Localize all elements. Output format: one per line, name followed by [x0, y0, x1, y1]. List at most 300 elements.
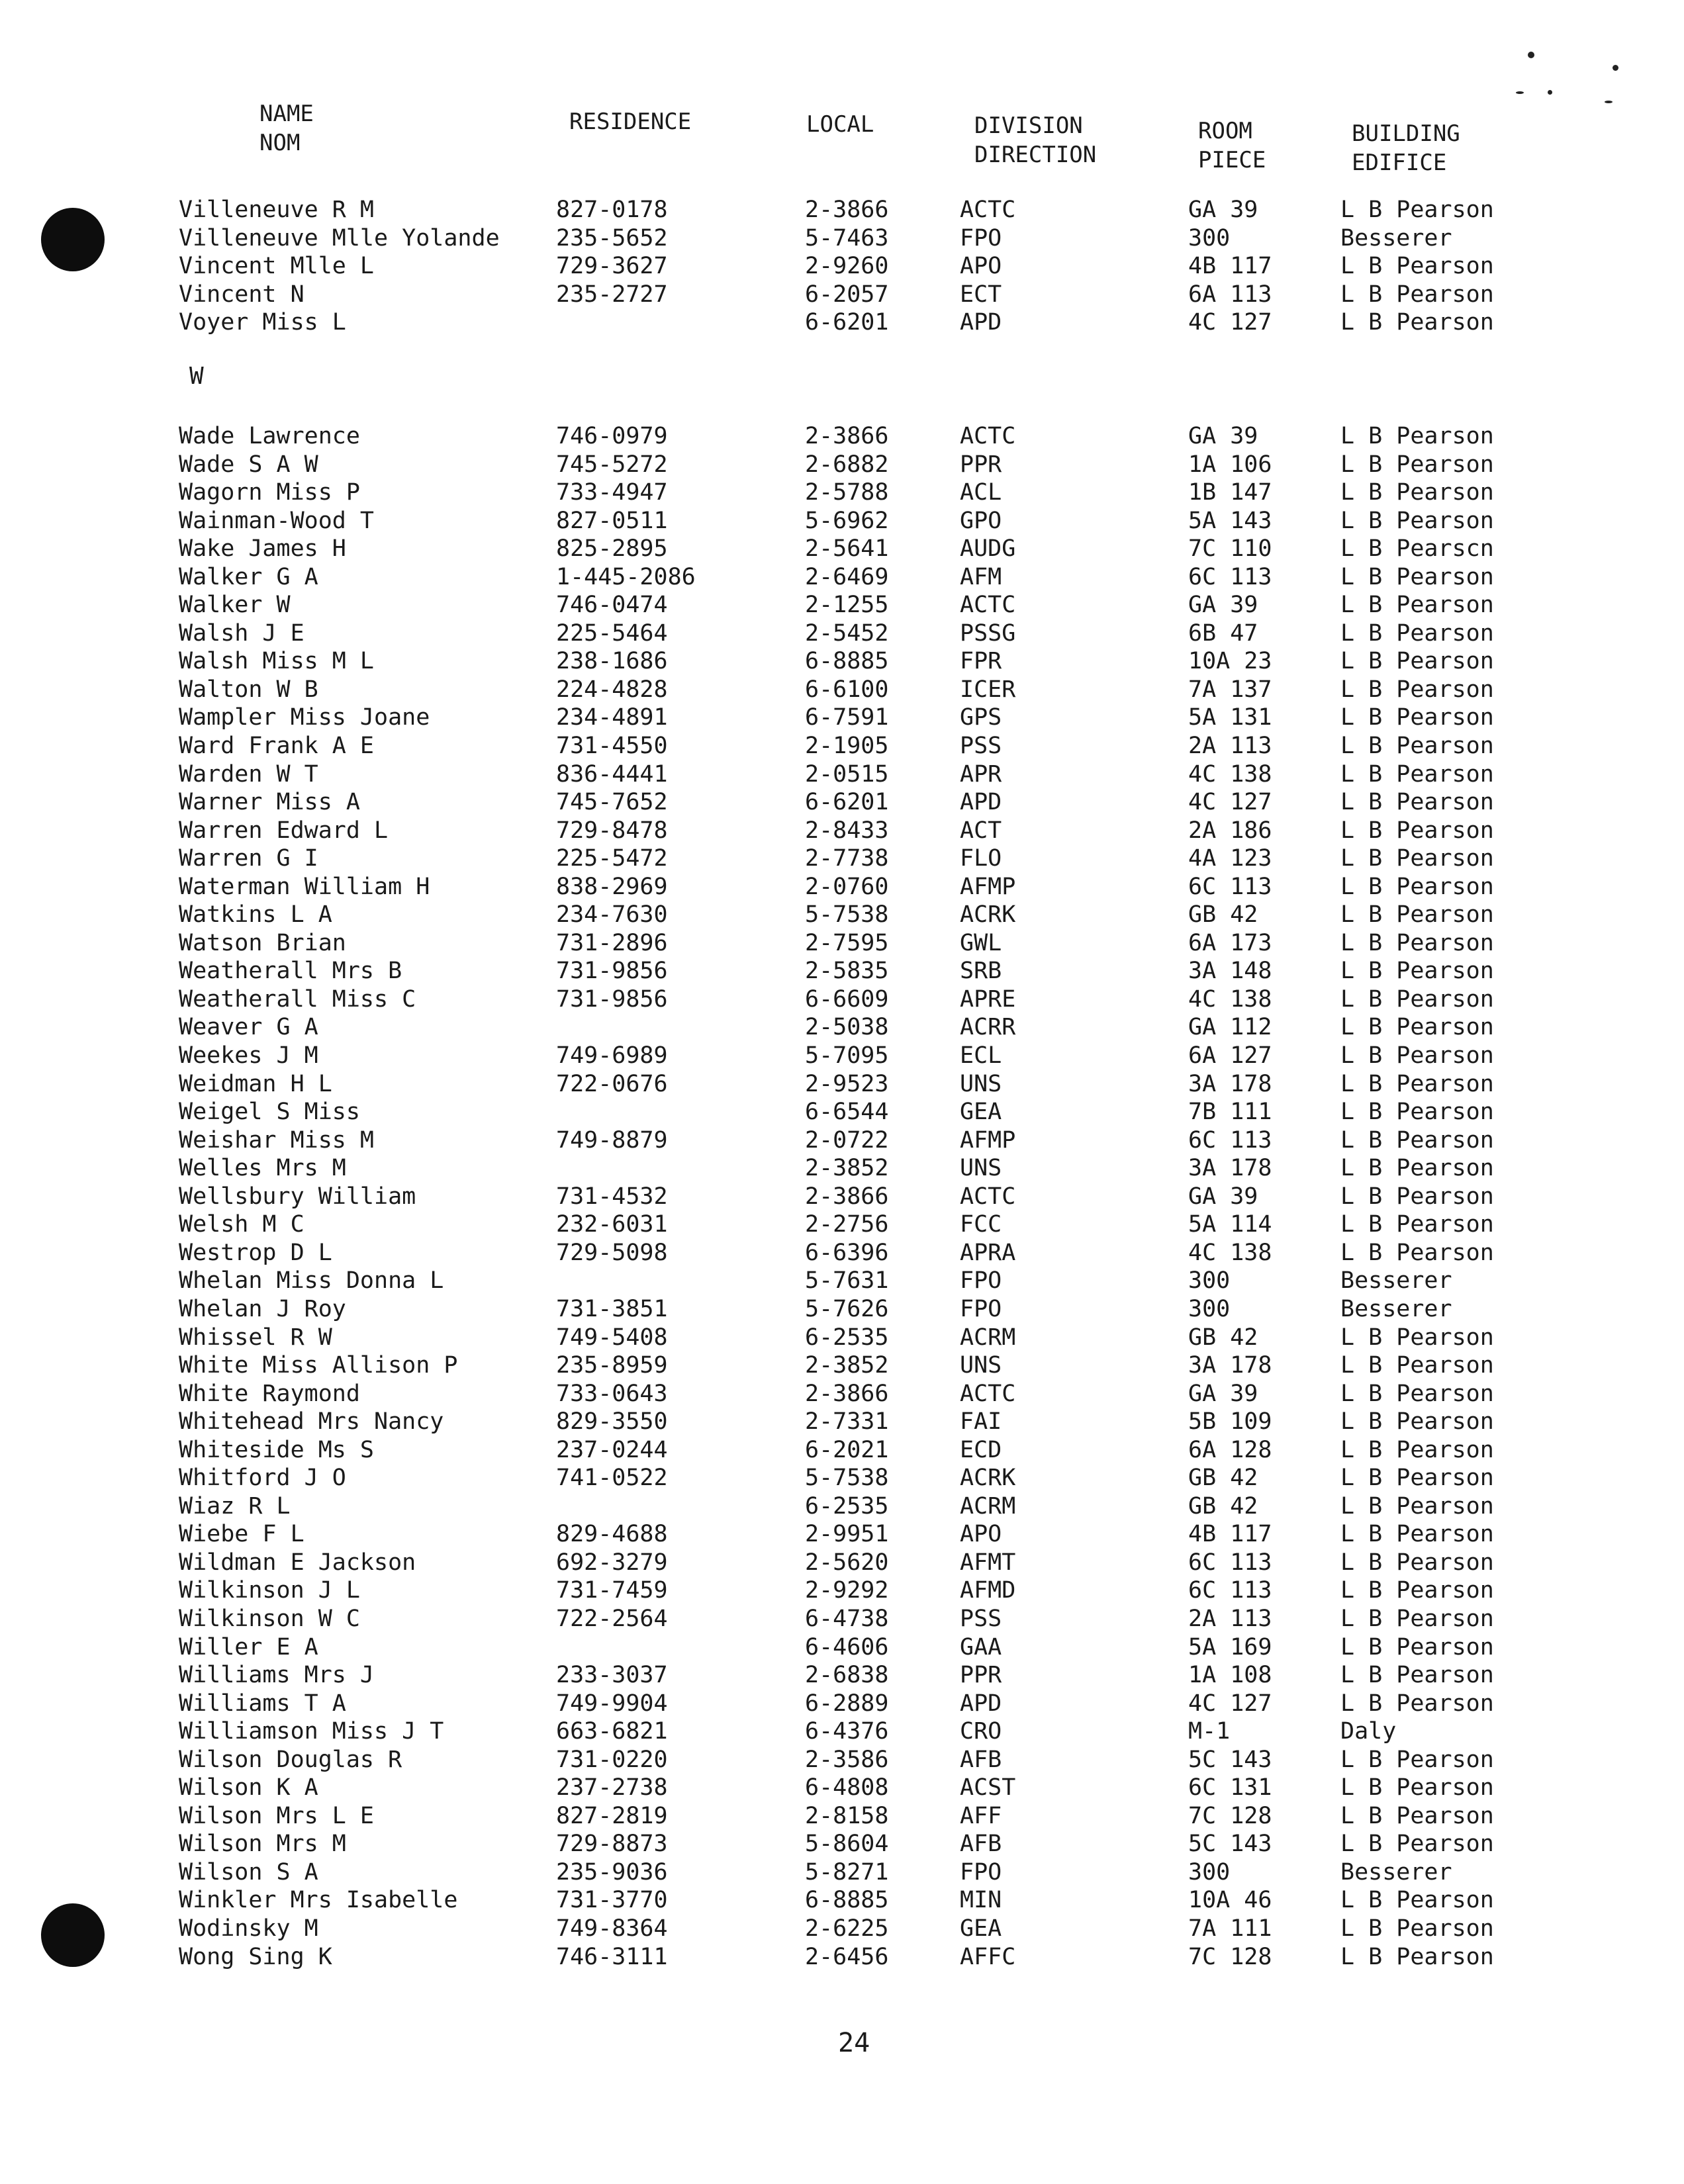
entry-name: Vincent N: [179, 281, 304, 308]
entry-name: Weishar Miss M: [179, 1126, 375, 1154]
entry-building: L B Pearson: [1340, 676, 1494, 703]
entry-building: Besserer: [1340, 224, 1452, 251]
entry-room: 2A 113: [1188, 1605, 1272, 1632]
header-building: BUILDING EDIFICE: [1352, 120, 1460, 176]
entry-local-extension: 6-6609: [805, 985, 889, 1013]
directory-row: [179, 1915, 1522, 1943]
entry-name: Welsh M C: [179, 1211, 304, 1238]
entry-building: Besserer: [1340, 1295, 1452, 1322]
entry-local-extension: 2-3586: [805, 1746, 889, 1773]
entry-residence-phone: 749-9904: [556, 1690, 668, 1717]
entry-division: GAA: [960, 1633, 1002, 1661]
entry-room: GA 39: [1188, 1183, 1258, 1210]
entry-residence-phone: [549, 1633, 794, 1662]
entry-building: L B Pearson: [1340, 704, 1494, 731]
entry-local-extension: 6-7591: [805, 704, 889, 731]
entry-division: APD: [960, 1690, 1002, 1717]
entry-name: Weigel S Miss: [179, 1099, 360, 1126]
entry-residence-phone: 741-0522: [556, 1465, 668, 1492]
entry-name: Wodinsky M: [179, 1915, 318, 1942]
entry-room: 6C 113: [1188, 1577, 1272, 1604]
entry-division: ICER: [960, 676, 1016, 703]
entry-local-extension: 5-7631: [805, 1267, 889, 1295]
entry-name: Warden W T: [179, 760, 318, 788]
entry-residence-phone: 237-2738: [556, 1774, 668, 1801]
entry-residence-phone: 749-5408: [556, 1324, 668, 1351]
entry-building: L B Pearson: [1340, 253, 1494, 280]
entry-building: L B Pearson: [1340, 1014, 1494, 1041]
directory-row: [179, 1717, 1522, 1746]
entry-division: ACTC: [960, 423, 1016, 449]
entry-division: APD: [960, 309, 1002, 336]
entry-room: 7A 137: [1188, 676, 1272, 703]
entry-local-extension: 2-7595: [805, 929, 889, 956]
entry-residence-phone: 731-3851: [556, 1295, 668, 1322]
directory-row: [179, 281, 1522, 309]
entry-division: GEA: [960, 1915, 1002, 1942]
entry-residence-phone: 749-8364: [556, 1915, 668, 1942]
entry-residence-phone: 1-445-2086: [556, 563, 696, 590]
entry-division: ACTC: [960, 1183, 1016, 1210]
directory-row: [179, 1154, 1522, 1183]
page-number: 24: [838, 2028, 870, 2058]
entry-local-extension: 5-7095: [805, 1042, 889, 1069]
entry-room: 4B 117: [1188, 1521, 1272, 1548]
entry-division: ACRM: [960, 1324, 1016, 1351]
entry-local-extension: 6-6544: [805, 1099, 889, 1126]
entry-building: L B Pearson: [1340, 1183, 1494, 1210]
entry-local-extension: 2-6838: [805, 1662, 889, 1689]
entry-local-extension: 2-3866: [805, 1380, 889, 1407]
entry-name: Whitford J O: [179, 1465, 346, 1492]
entry-name: Warren G I: [179, 845, 318, 872]
directory-row: [179, 929, 1522, 958]
entry-residence-phone: 731-0220: [556, 1746, 668, 1773]
entry-division: ACT: [960, 817, 1002, 844]
entry-residence-phone: 827-0511: [556, 507, 668, 534]
entry-residence-phone: 729-8873: [556, 1831, 668, 1858]
directory-row: [179, 676, 1522, 704]
directory-row: [179, 1351, 1522, 1380]
entry-name: Villeneuve Mlle Yolande: [179, 224, 500, 251]
entry-building: L B Pearson: [1340, 1324, 1494, 1351]
entry-local-extension: 2-6882: [805, 451, 889, 478]
entry-local-extension: 6-2535: [805, 1324, 889, 1351]
entry-building: L B Pearson: [1340, 1408, 1494, 1435]
entry-division: APRA: [960, 1239, 1016, 1266]
entry-name: Wilson S A: [179, 1858, 318, 1886]
entry-residence-phone: 224-4828: [556, 676, 668, 703]
entry-residence-phone: 225-5472: [556, 845, 668, 872]
entry-division: FLO: [960, 845, 1002, 872]
entry-residence-phone: 238-1686: [556, 648, 668, 675]
entry-room: 5B 109: [1188, 1408, 1272, 1435]
entry-building: L B Pearson: [1340, 929, 1494, 956]
entry-building: L B Pearson: [1340, 592, 1494, 619]
header-division: DIVISION DIRECTION: [974, 113, 1097, 168]
directory-row: [179, 507, 1522, 535]
entry-division: PPR: [960, 1662, 1002, 1689]
directory-row: [179, 873, 1522, 901]
entry-residence-phone: 235-9036: [556, 1858, 668, 1886]
entry-name: Willer E A: [179, 1633, 318, 1661]
entry-residence-phone: 233-3037: [556, 1662, 668, 1689]
section-letter-w: W: [189, 363, 204, 390]
entry-division: GWL: [960, 929, 1002, 956]
entry-building: L B Pearson: [1340, 423, 1494, 449]
directory-row: [179, 1492, 1522, 1521]
entry-residence-phone: 692-3279: [556, 1549, 668, 1576]
entry-building: L B Pearson: [1340, 1690, 1494, 1717]
entry-name: Wiebe F L: [179, 1521, 304, 1548]
entry-room: 6C 113: [1188, 1126, 1272, 1154]
directory-row: [179, 1830, 1522, 1858]
entry-room: 4C 138: [1188, 985, 1272, 1013]
entry-division: AUDG: [960, 535, 1016, 563]
directory-row: [179, 1183, 1522, 1211]
entry-name: Williamson Miss J T: [179, 1718, 444, 1745]
entry-local-extension: 6-2535: [805, 1492, 889, 1520]
entry-division: FPO: [960, 1858, 1002, 1886]
entry-local-extension: 2-6225: [805, 1915, 889, 1942]
entry-division: ECL: [960, 1042, 1002, 1069]
entry-division: GPS: [960, 704, 1002, 731]
entry-residence-phone: 827-2819: [556, 1802, 668, 1829]
entry-building: L B Pearson: [1340, 1605, 1494, 1632]
directory-row: [179, 1746, 1522, 1774]
entry-room: 6A 173: [1188, 929, 1272, 956]
entry-room: 7A 111: [1188, 1915, 1272, 1942]
entry-name: Warren Edward L: [179, 817, 389, 844]
entry-residence-phone: 729-5098: [556, 1239, 668, 1266]
entry-local-extension: 5-8604: [805, 1831, 889, 1858]
directory-row: [179, 1436, 1522, 1465]
entry-local-extension: 6-4808: [805, 1774, 889, 1801]
entry-residence-phone: 234-4891: [556, 704, 668, 731]
entry-residence-phone: 746-3111: [556, 1943, 668, 1970]
entry-name: Wiaz R L: [179, 1492, 291, 1520]
entry-division: ACRK: [960, 901, 1016, 929]
entry-division: FAI: [960, 1408, 1002, 1435]
directory-row: [179, 1633, 1522, 1662]
entry-building: L B Pearson: [1340, 1577, 1494, 1604]
entry-local-extension: 6-2057: [805, 281, 889, 308]
entry-division: AFMD: [960, 1577, 1016, 1604]
entry-name: Whitehead Mrs Nancy: [179, 1408, 444, 1435]
entry-room: 4C 127: [1188, 309, 1272, 336]
entry-residence-phone: 733-4947: [556, 479, 668, 506]
directory-row: [179, 224, 1522, 253]
entry-building: L B Pearson: [1340, 1099, 1494, 1126]
entry-division: AFM: [960, 563, 1002, 590]
entry-division: AFF: [960, 1802, 1002, 1829]
directory-row: [179, 619, 1522, 648]
entry-room: GA 39: [1188, 197, 1258, 223]
entry-residence-phone: [549, 1098, 794, 1126]
entry-building: L B Pearson: [1340, 1492, 1494, 1520]
entry-room: 4C 127: [1188, 789, 1272, 816]
entry-division: ACST: [960, 1774, 1016, 1801]
entry-residence-phone: 235-8959: [556, 1352, 668, 1379]
entry-name: Voyer Miss L: [179, 309, 346, 336]
entry-division: PSSG: [960, 619, 1016, 647]
entry-name: Walker G A: [179, 563, 318, 590]
entry-division: UNS: [960, 1352, 1002, 1379]
entry-residence-phone: [549, 1267, 794, 1295]
directory-row: [179, 1943, 1522, 1972]
directory-row: [179, 1013, 1522, 1042]
entry-building: L B Pearson: [1340, 1521, 1494, 1548]
entry-local-extension: 2-2756: [805, 1211, 889, 1238]
scan-speck: [1516, 91, 1524, 94]
entry-building: L B Pearson: [1340, 873, 1494, 900]
entry-name: Wade S A W: [179, 451, 318, 478]
entry-building: L B Pearson: [1340, 958, 1494, 985]
entry-building: L B Pearson: [1340, 1943, 1494, 1970]
entry-room: 4C 127: [1188, 1690, 1272, 1717]
entry-residence-phone: 746-0474: [556, 592, 668, 619]
entry-residence-phone: 836-4441: [556, 760, 668, 788]
entry-name: Wake James H: [179, 535, 346, 563]
entry-room: 10A 46: [1188, 1887, 1272, 1914]
entry-division: UNS: [960, 1155, 1002, 1182]
entry-division: GPO: [960, 507, 1002, 534]
entry-building: L B Pearson: [1340, 1633, 1494, 1661]
entry-division: ACTC: [960, 197, 1016, 223]
scan-speck: [1548, 90, 1552, 95]
directory-row: [179, 308, 1522, 337]
entry-division: CRO: [960, 1718, 1002, 1745]
entry-division: ACTC: [960, 1380, 1016, 1407]
entry-local-extension: 6-8885: [805, 648, 889, 675]
directory-row: [179, 1042, 1522, 1070]
entry-building: L B Pearson: [1340, 1746, 1494, 1773]
entry-building: L B Pearson: [1340, 1239, 1494, 1266]
entry-local-extension: 5-7463: [805, 224, 889, 251]
entry-division: UNS: [960, 1070, 1002, 1097]
entry-residence-phone: 733-0643: [556, 1380, 668, 1407]
punch-hole-top: [41, 208, 105, 271]
entry-building: Daly: [1340, 1718, 1397, 1745]
entry-residence-phone: 749-6989: [556, 1042, 668, 1069]
entry-building: L B Pearson: [1340, 817, 1494, 844]
entry-division: PPR: [960, 451, 1002, 478]
entry-room: GB 42: [1188, 1465, 1258, 1492]
header-local: LOCAL: [806, 111, 874, 138]
entry-building: L B Pearson: [1340, 1126, 1494, 1154]
directory-row: [179, 252, 1522, 281]
entry-building: L B Pearson: [1340, 733, 1494, 760]
entry-room: 4C 138: [1188, 1239, 1272, 1266]
entry-local-extension: 2-7738: [805, 845, 889, 872]
entry-division: FPO: [960, 224, 1002, 251]
entry-building: L B Pearson: [1340, 619, 1494, 647]
entry-room: GB 42: [1188, 1492, 1258, 1520]
directory-row: [179, 1408, 1522, 1436]
entry-name: Walton W B: [179, 676, 318, 703]
entry-name: Wilson K A: [179, 1774, 318, 1801]
entry-room: 1A 108: [1188, 1662, 1272, 1689]
entry-division: FPR: [960, 648, 1002, 675]
entry-name: Wildman E Jackson: [179, 1549, 416, 1576]
entry-room: GA 39: [1188, 592, 1258, 619]
entry-division: ECD: [960, 1436, 1002, 1463]
entry-building: L B Pearson: [1340, 648, 1494, 675]
directory-row: [179, 732, 1522, 760]
entry-division: ACRK: [960, 1465, 1016, 1492]
entry-room: 10A 23: [1188, 648, 1272, 675]
entry-room: 6C 113: [1188, 1549, 1272, 1576]
entry-room: GA 112: [1188, 1014, 1272, 1041]
entry-name: Walker W: [179, 592, 291, 619]
directory-row: [179, 563, 1522, 592]
entry-room: 1A 106: [1188, 451, 1272, 478]
entry-room: 6C 131: [1188, 1774, 1272, 1801]
directory-row: [179, 1802, 1522, 1831]
entry-division: AFMP: [960, 873, 1016, 900]
entry-residence-phone: 749-8879: [556, 1126, 668, 1154]
entry-name: Weaver G A: [179, 1014, 318, 1041]
entry-local-extension: 2-5641: [805, 535, 889, 563]
directory-row: [179, 1661, 1522, 1690]
entry-local-extension: 6-2021: [805, 1436, 889, 1463]
entry-room: 2A 113: [1188, 733, 1272, 760]
entry-division: GEA: [960, 1099, 1002, 1126]
directory-row: [179, 985, 1522, 1014]
entry-name: Warner Miss A: [179, 789, 360, 816]
entry-name: Wellsbury William: [179, 1183, 416, 1210]
entry-room: 6B 47: [1188, 619, 1258, 647]
entry-room: 5A 131: [1188, 704, 1272, 731]
entry-room: 300: [1188, 1858, 1231, 1886]
entry-room: GB 42: [1188, 901, 1258, 929]
entry-building: L B Pearson: [1340, 1802, 1494, 1829]
entry-local-extension: 2-3852: [805, 1155, 889, 1182]
entry-building: L B Pearson: [1340, 1465, 1494, 1492]
entry-residence-phone: 225-5464: [556, 619, 668, 647]
entry-building: Besserer: [1340, 1858, 1452, 1886]
entry-residence-phone: 234-7630: [556, 901, 668, 929]
directory-row: [179, 422, 1522, 451]
section-v-listing: [179, 196, 1522, 337]
entry-residence-phone: 731-2896: [556, 929, 668, 956]
entry-residence-phone: 731-3770: [556, 1887, 668, 1914]
entry-name: Wainman-Wood T: [179, 507, 375, 534]
header-residence: RESIDENCE: [569, 109, 692, 135]
directory-row: [179, 1210, 1522, 1239]
entry-local-extension: 2-5452: [805, 619, 889, 647]
directory-row: [179, 1380, 1522, 1408]
entry-building: L B Pearson: [1340, 1380, 1494, 1407]
entry-local-extension: 6-6201: [805, 309, 889, 336]
entry-residence-phone: [549, 1013, 794, 1042]
entry-division: AFB: [960, 1831, 1002, 1858]
entry-residence-phone: 237-0244: [556, 1436, 668, 1463]
entry-residence-phone: 235-5652: [556, 224, 668, 251]
entry-name: Walsh Miss M L: [179, 648, 375, 675]
entry-name: Villeneuve R M: [179, 197, 375, 223]
entry-room: 7B 111: [1188, 1099, 1272, 1126]
directory-row: [179, 1098, 1522, 1126]
entry-local-extension: 6-6100: [805, 676, 889, 703]
entry-building: L B Pearson: [1340, 479, 1494, 506]
entry-division: APRE: [960, 985, 1016, 1013]
entry-local-extension: 2-8158: [805, 1802, 889, 1829]
entry-room: 4C 138: [1188, 760, 1272, 788]
entry-residence-phone: 745-7652: [556, 789, 668, 816]
directory-row: [179, 957, 1522, 985]
entry-building: L B Pearson: [1340, 309, 1494, 336]
entry-building: L B Pearson: [1340, 507, 1494, 534]
entry-local-extension: 6-2889: [805, 1690, 889, 1717]
entry-building: L B Pearson: [1340, 789, 1494, 816]
entry-room: 3A 178: [1188, 1070, 1272, 1097]
header-room: ROOM PIECE: [1198, 118, 1266, 173]
entry-room: 300: [1188, 1295, 1231, 1322]
entry-local-extension: 2-1905: [805, 733, 889, 760]
entry-local-extension: 6-6201: [805, 789, 889, 816]
entry-building: L B Pearson: [1340, 197, 1494, 223]
entry-residence-phone: 729-8478: [556, 817, 668, 844]
entry-residence-phone: 827-0178: [556, 197, 668, 223]
entry-name: Welles Mrs M: [179, 1155, 346, 1182]
entry-local-extension: 6-4738: [805, 1605, 889, 1632]
entry-local-extension: 2-9951: [805, 1521, 889, 1548]
directory-row: [179, 901, 1522, 929]
entry-room: 7C 128: [1188, 1943, 1272, 1970]
entry-room: GA 39: [1188, 423, 1258, 449]
directory-row: [179, 1690, 1522, 1718]
directory-row: [179, 760, 1522, 789]
entry-room: 6A 127: [1188, 1042, 1272, 1069]
entry-local-extension: 2-5835: [805, 958, 889, 985]
entry-room: 4B 117: [1188, 253, 1272, 280]
entry-division: APD: [960, 789, 1002, 816]
entry-building: L B Pearson: [1340, 1436, 1494, 1463]
entry-name: Wilkinson J L: [179, 1577, 360, 1604]
directory-row: [179, 1464, 1522, 1492]
directory-row: [179, 196, 1522, 224]
entry-division: ACRM: [960, 1492, 1016, 1520]
entry-room: 1B 147: [1188, 479, 1272, 506]
entry-room: 4A 123: [1188, 845, 1272, 872]
entry-name: Whiteside Ms S: [179, 1436, 375, 1463]
entry-room: 6A 113: [1188, 281, 1272, 308]
entry-building: L B Pearson: [1340, 563, 1494, 590]
entry-room: 300: [1188, 1267, 1231, 1295]
entry-name: Westrop D L: [179, 1239, 332, 1266]
directory-row: [179, 788, 1522, 817]
directory-row: [179, 1858, 1522, 1887]
entry-name: Wampler Miss Joane: [179, 704, 430, 731]
scan-speck: [1605, 101, 1613, 103]
entry-room: 3A 148: [1188, 958, 1272, 985]
entry-division: ACTC: [960, 592, 1016, 619]
section-w-listing: [179, 422, 1522, 1971]
directory-row: [179, 478, 1522, 507]
entry-local-extension: 6-8885: [805, 1887, 889, 1914]
directory-row: [179, 1886, 1522, 1915]
entry-building: L B Pearson: [1340, 1774, 1494, 1801]
entry-room: 6C 113: [1188, 563, 1272, 590]
entry-local-extension: 2-8433: [805, 817, 889, 844]
entry-residence-phone: 731-7459: [556, 1577, 668, 1604]
entry-name: Williams Mrs J: [179, 1662, 375, 1689]
entry-building: L B Pearson: [1340, 1070, 1494, 1097]
entry-name: Wilson Mrs M: [179, 1831, 346, 1858]
directory-row: [179, 591, 1522, 619]
entry-room: 5C 143: [1188, 1746, 1272, 1773]
